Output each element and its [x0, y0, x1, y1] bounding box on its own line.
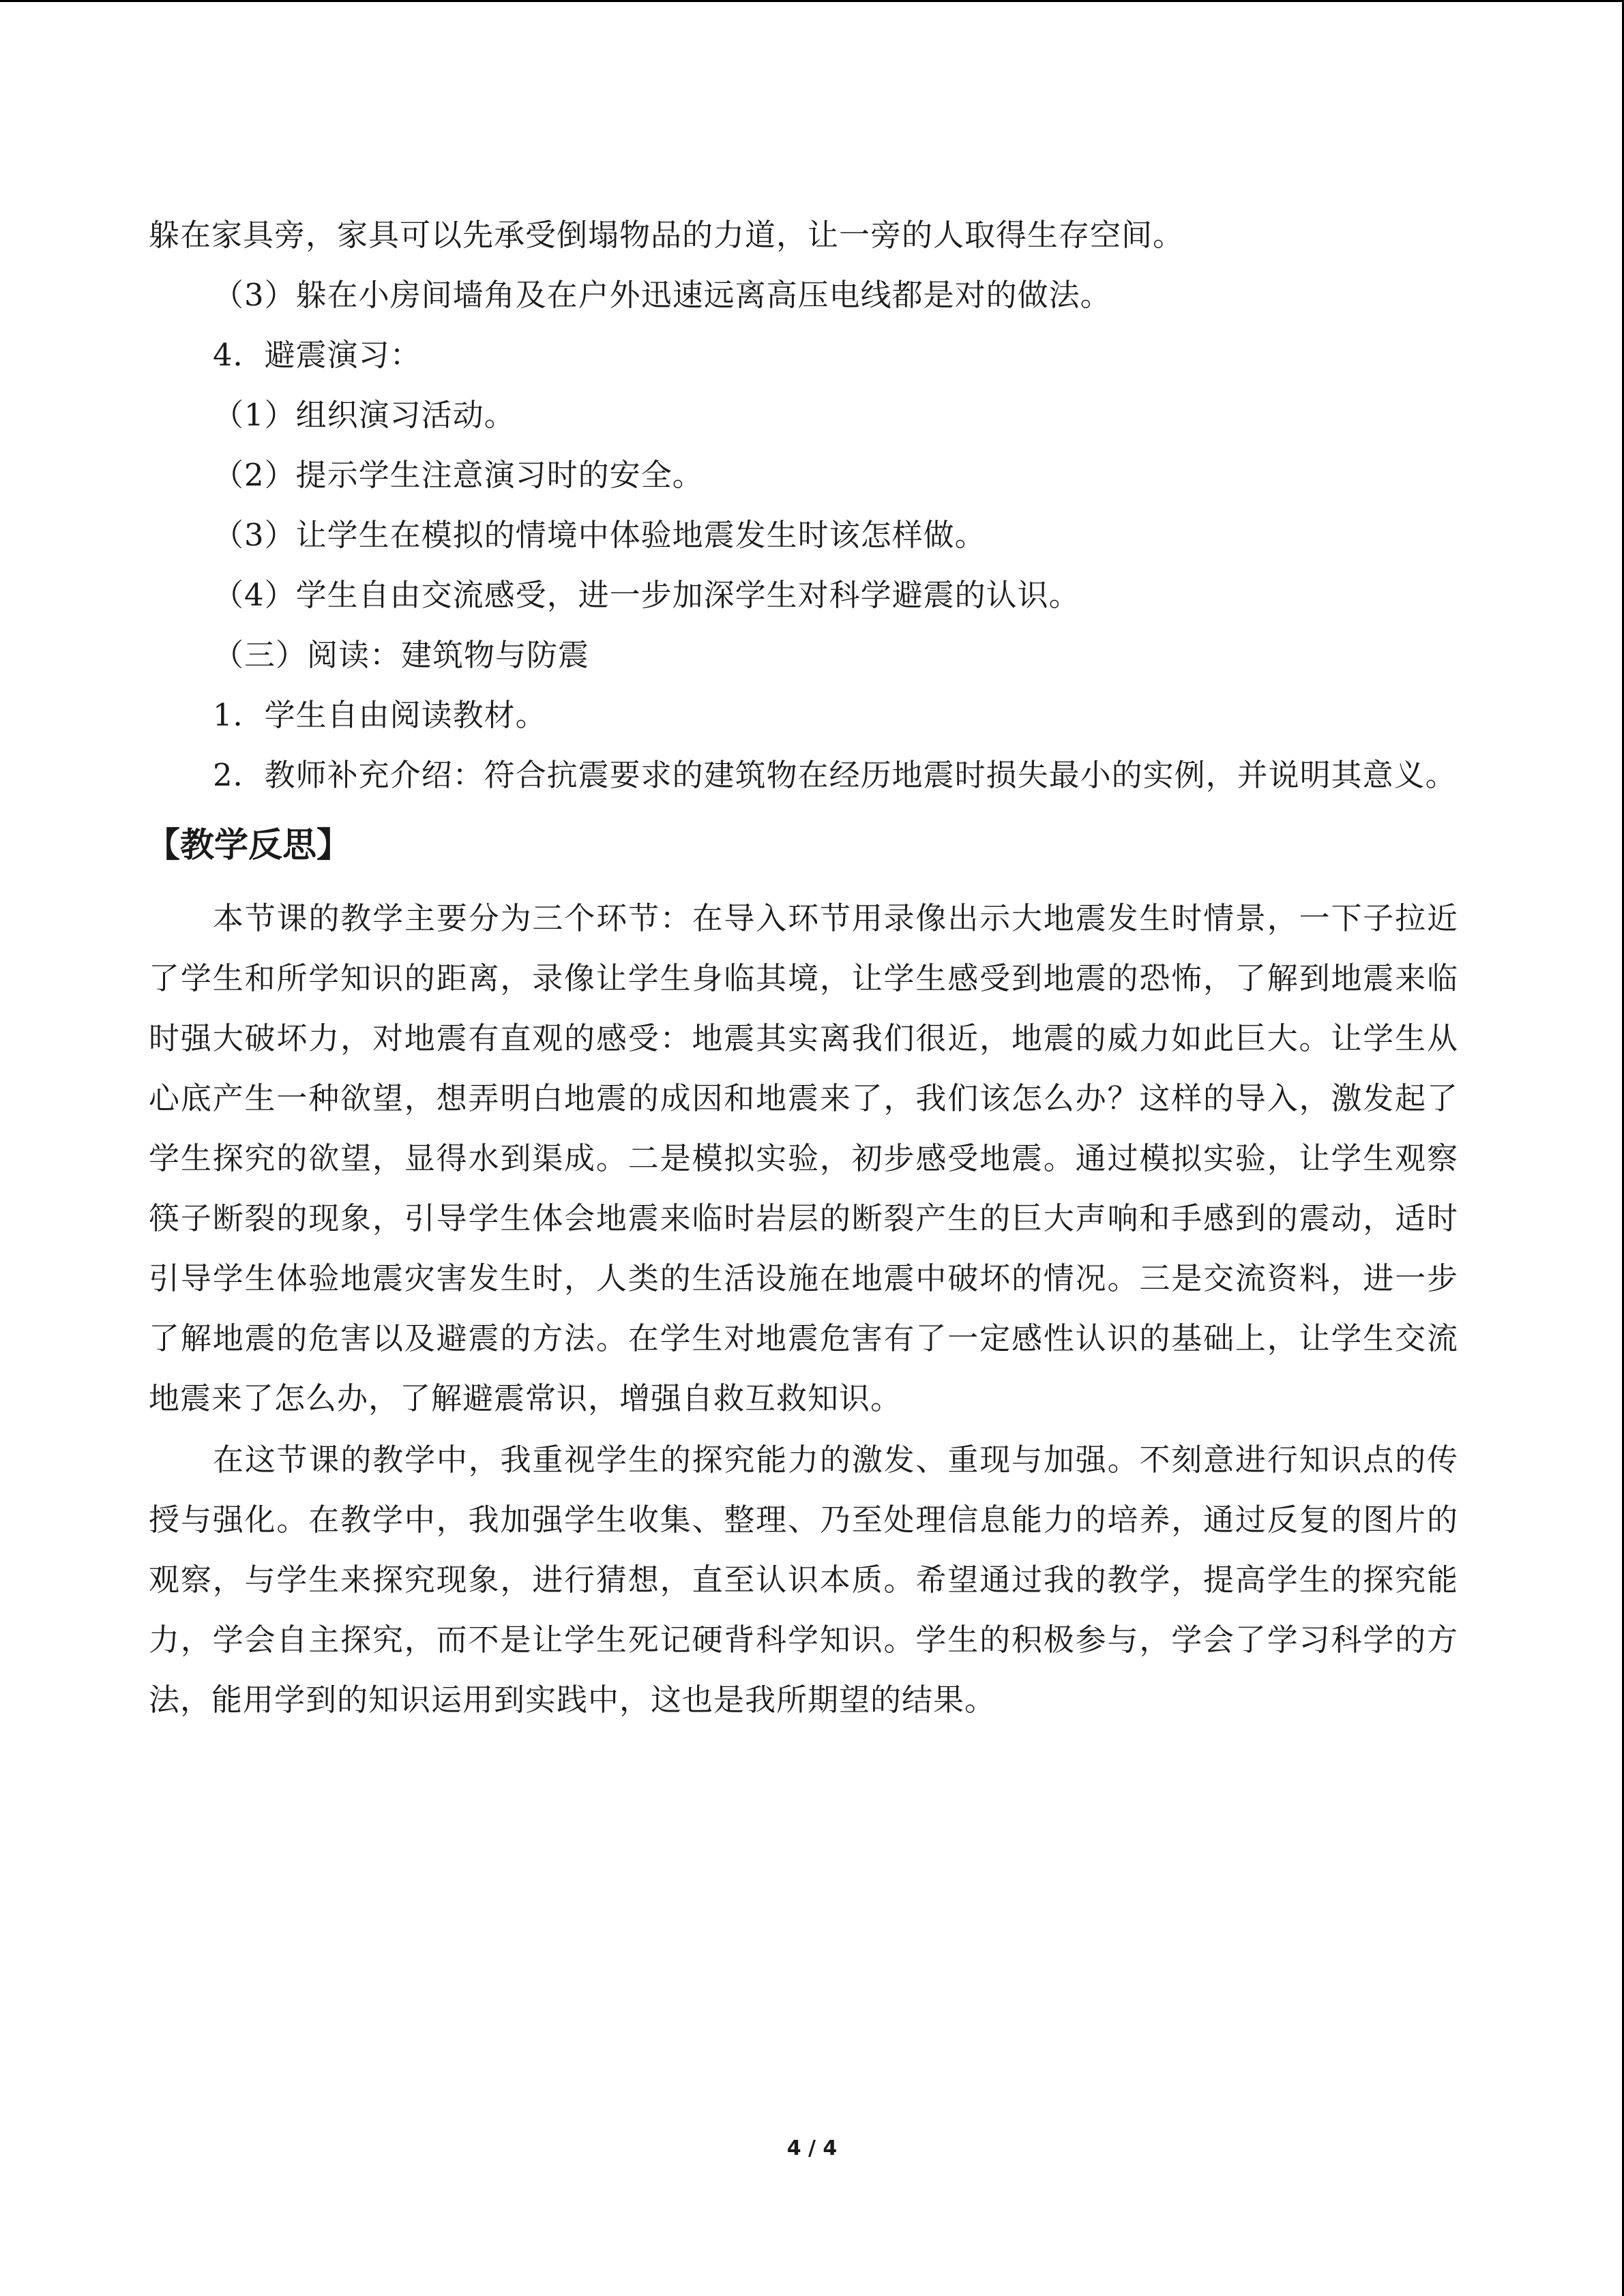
reflection-paragraph-2: 在这节课的教学中，我重视学生的探究能力的激发、重现与加强。不刻意进行知识点的传授与强化。在教学中，我加强学生收集、整理、乃至处理信息能力的培养，通过反复的图片的观察，与学生来探究现象，进行猜想，直至认识本质。希望通过我的教学，提高学生的探究能力，学会自主探究，而不是让学生死记硬背科学知识。学生的积极参与，学会了学习科学的方法，能用学到的知识运用到实践中，这也是我所期望的结果。	[149, 1442, 1458, 1718]
drill-step-3: （3）让学生在模拟的情境中体验地震发生时该怎样做。	[213, 517, 986, 553]
text-line-continuation: 躲在家具旁，家具可以先承受倒塌物品的力道，让一旁的人取得生存空间。	[149, 217, 1185, 253]
drill-step-1: （1）组织演习活动。	[213, 397, 516, 433]
page-number: 4 / 4	[786, 2136, 838, 2160]
section-heading-reading: （三）阅读：建筑物与防震	[213, 637, 590, 673]
text-line-item-3: （3）躲在小房间墙角及在户外迅速远离高压电线都是对的做法。	[213, 277, 1112, 313]
reflection-paragraph-1: 本节课的教学主要分为三个环节：在导入环节用录像出示大地震发生时情景，一下子拉近了学生和所学知识的距离，录像让学生身临其境，让学生感受到地震的恐怖，了解到地震来临时强大破坏力，对地震有直观的感受：地震其实离我们很近，地震的威力如此巨大。让学生从心底产生一种欲望，想弄明白地震的成因和地震来了，我们该怎么办？这样的导入，激发起了学生探究的欲望，显得水到渠成。二是模拟实验，初步感受地震。通过模拟实验，让学生观察筷子断裂的现象，引导学生体会地震来临时岩层的断裂产生的巨大声响和手感到的震动，适时引导学生体验地震灾害发生时，人类的生活设施在地震中破坏的情况。三是交流资料，进一步了解地震的危害以及避震的方法。在学生对地震危害有了一定感性认识的基础上，让学生交流地震来了怎么办，了解避震常识，增强自救互救知识。	[149, 900, 1458, 1416]
drill-step-2: （2）提示学生注意演习时的安全。	[213, 457, 704, 493]
reading-step-2: 2．教师补充介绍：符合抗震要求的建筑物在经历地震时损失最小的实例，并说明其意义。	[213, 757, 1457, 793]
reflection-heading: 【教学反思】	[146, 825, 351, 865]
reading-step-1: 1．学生自由阅读教材。	[213, 697, 547, 733]
section-heading-drill: 4．避震演习：	[213, 337, 422, 373]
page-body	[146, 205, 1458, 1730]
drill-step-4: （4）学生自由交流感受，进一步加深学生对科学避震的认识。	[213, 577, 1080, 613]
